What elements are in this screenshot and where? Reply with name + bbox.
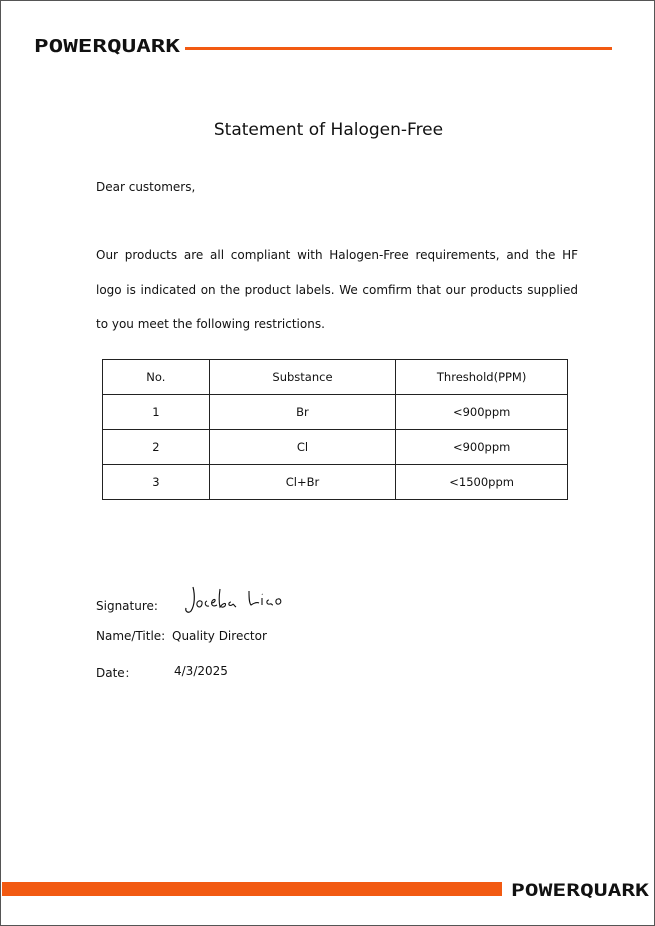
logo-text-top: POWERQUARK [34,36,181,55]
page-title: Statement of Halogen-Free [213,120,444,140]
footer-accent-bar [2,882,502,896]
name-title-value: Quality Director [172,629,267,643]
header-no: No. [103,360,210,395]
cell-no: 2 [103,430,210,465]
logo-text-bottom: POWERQUARK [511,881,651,899]
header-accent-line [185,47,612,50]
table-row [103,395,568,430]
table-header-row [103,360,568,395]
table-row [103,465,568,500]
cell-substance: Cl [209,430,396,465]
greeting: Dear customers, [96,180,196,194]
substance-table [102,359,568,500]
date-label: Date： [96,666,137,680]
handwritten-signature [183,581,283,617]
powerquark-logo-top [34,35,182,55]
cell-no: 1 [103,395,210,430]
table-row [103,430,568,465]
signature-text: Joseba Liao [183,581,189,582]
header-substance: Substance [209,360,396,395]
cell-substance: Br [209,395,396,430]
signature-label: Signature: [96,599,158,613]
date-value: 4/3/2025 [174,664,228,678]
body-paragraph: Our products are all compliant with Halogen-Free requirements, and the HF logo is indicated on the product labels. We comfirm that our products supplied to you meet the following restrictions. [96,248,578,331]
name-title-label: Name/Title: [96,629,166,643]
cell-threshold: <900ppm [396,430,568,465]
header-threshold: Threshold(PPM) [396,360,568,395]
cell-threshold: <900ppm [396,395,568,430]
cell-threshold: <1500ppm [396,465,568,500]
cell-no: 3 [103,465,210,500]
powerquark-logo-bottom [511,880,651,899]
cell-substance: Cl+Br [209,465,396,500]
